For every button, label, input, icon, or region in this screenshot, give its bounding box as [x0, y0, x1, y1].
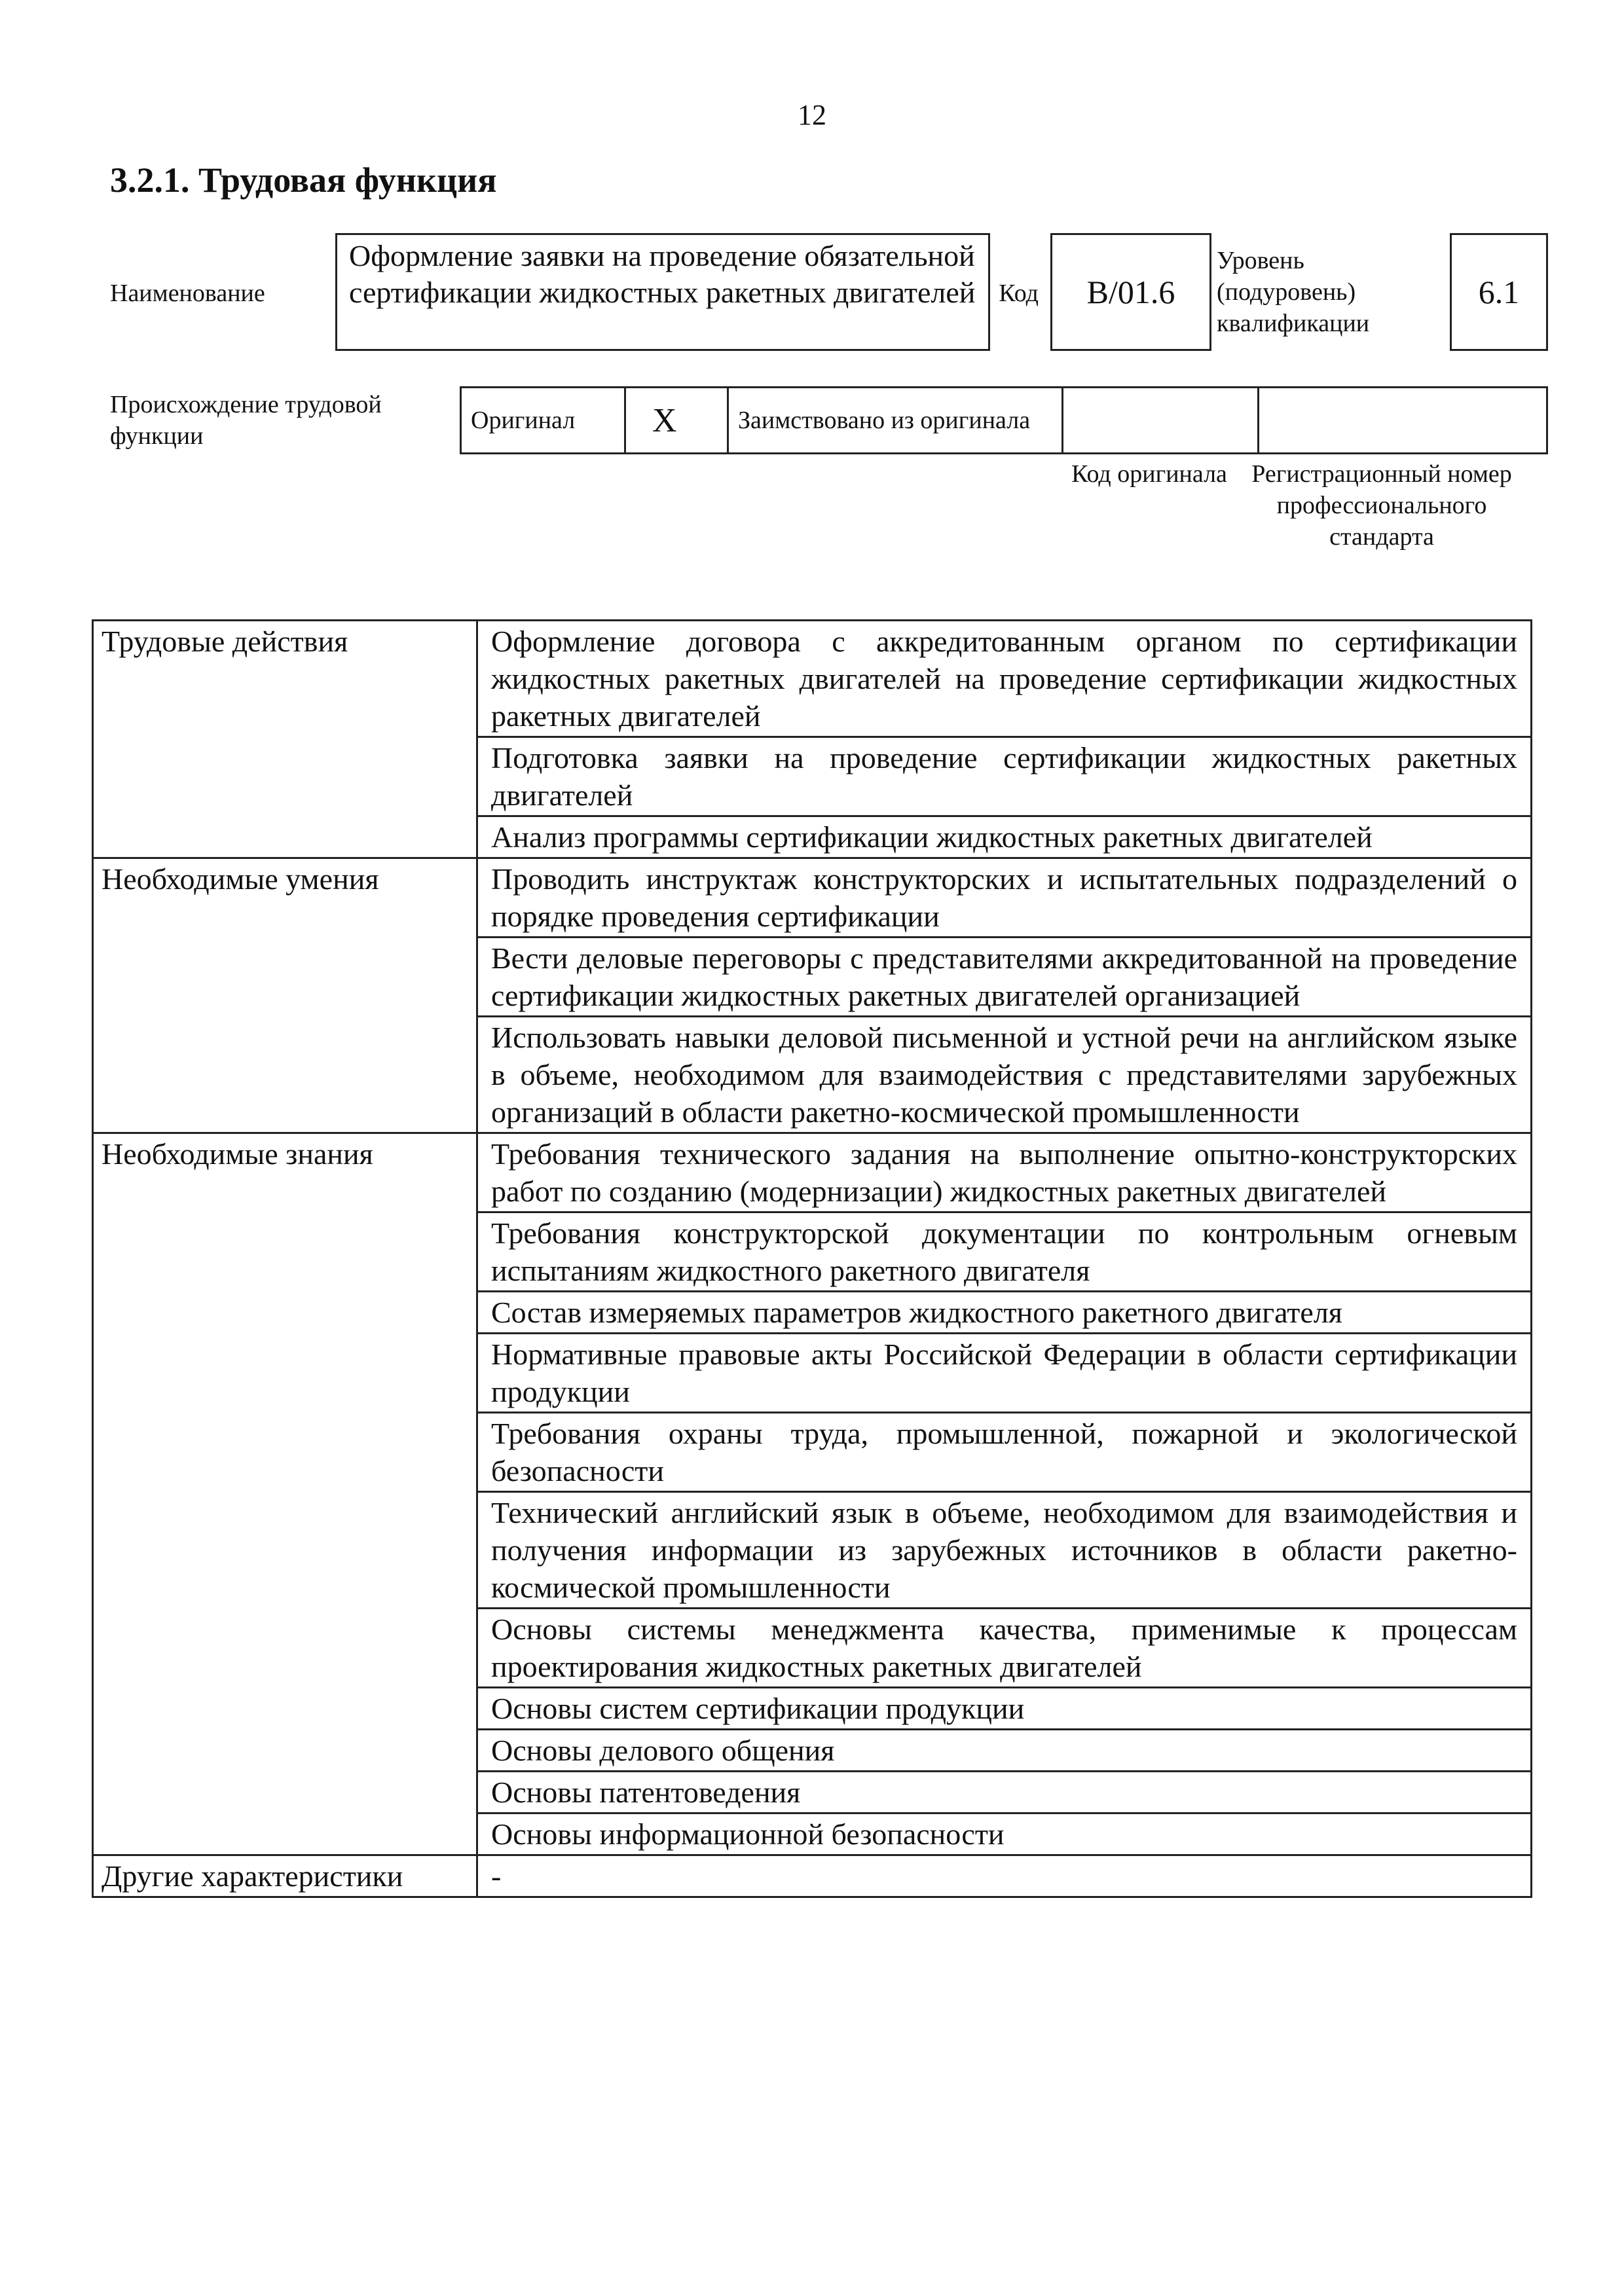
level-value: 6.1: [1450, 233, 1548, 351]
knowledge-item: Нормативные правовые акты Российской Федерации в области сертификации продукции: [477, 1334, 1532, 1413]
origin-table: [460, 386, 1548, 454]
knowledge-item: Основы систем сертификации продукции: [477, 1688, 1532, 1730]
table-row: [93, 1855, 1532, 1897]
table-row: [93, 1133, 1532, 1212]
level-label: Уровень (подуровень) квалификации: [1217, 247, 1370, 337]
code-value: B/01.6: [1050, 233, 1211, 351]
table-row: [93, 621, 1532, 737]
labor-action-item: Анализ программы сертификации жидкостных ракетных двигателей: [477, 816, 1532, 858]
code-caption: Код оригинала: [1071, 460, 1227, 488]
labor-action-item: Подготовка заявки на проведение сертификации жидкостных ракетных двигателей: [477, 737, 1532, 816]
skill-item: Вести деловые переговоры с представителями аккредитованной на проведение сертификации жидкостных ракетных двигателей организацией: [477, 938, 1532, 1017]
other-label: Другие характеристики: [93, 1855, 477, 1897]
code-label: Код: [999, 280, 1039, 307]
knowledge-item: Состав измеряемых параметров жидкостного ракетного двигателя: [477, 1292, 1532, 1334]
knowledge-item: Технический английский язык в объеме, необходимом для взаимодействия и получения информации из зарубежных источников в области ракетно-космической промышленности: [477, 1492, 1532, 1609]
knowledge-item: Требования охраны труда, промышленной, пожарной и экологической безопасности: [477, 1413, 1532, 1492]
knowledge-item: Основы информационной безопасности: [477, 1813, 1532, 1855]
name-label: Наименование: [110, 280, 265, 307]
original-mark: X: [625, 388, 728, 454]
skill-item: Проводить инструктаж конструкторских и испытательных подразделений о порядке проведения сертификации: [477, 858, 1532, 938]
skills-label: Необходимые умения: [93, 858, 477, 1133]
labor-actions-label: Трудовые действия: [93, 621, 477, 858]
origin-label: Происхождение трудовой функции: [110, 391, 382, 450]
borrowed-label: Заимствовано из оригинала: [728, 388, 1063, 454]
section-title: 3.2.1. Трудовая функция: [110, 160, 497, 200]
knowledge-label: Необходимые знания: [93, 1133, 477, 1855]
original-label: Оригинал: [461, 388, 625, 454]
knowledge-item: Основы системы менеджмента качества, применимые к процессам проектирования жидкостных ракетных двигателей: [477, 1609, 1532, 1688]
reg-caption: Регистрационный номер профессионального стандарта: [1251, 460, 1512, 551]
page-number: 12: [798, 99, 826, 131]
function-name: Оформление заявки на проведение обязательной сертификации жидкостных ракетных двигателей: [335, 233, 990, 351]
knowledge-item: Требования конструкторской документации по контрольным огневым испытаниям жидкостного ракетного двигателя: [477, 1212, 1532, 1292]
skill-item: Использовать навыки деловой письменной и устной речи на английском языке в объеме, необходимом для взаимодействия с представителями зарубежных организаций в области ракетно-космической промышленности: [477, 1017, 1532, 1133]
labor-action-item: Оформление договора с аккредитованным органом по сертификации жидкостных ракетных двигателей на проведение сертификации жидкостных ракетных двигателей: [477, 621, 1532, 737]
knowledge-item: Требования технического задания на выполнение опытно-конструкторских работ по созданию (модернизации) жидкостных ракетных двигателей: [477, 1133, 1532, 1212]
original-code-cell: [1063, 388, 1259, 454]
table-row: [93, 858, 1532, 938]
competency-table: [92, 619, 1532, 1898]
other-value: -: [477, 1855, 1532, 1897]
reg-number-cell: [1259, 388, 1547, 454]
knowledge-item: Основы патентоведения: [477, 1772, 1532, 1813]
knowledge-item: Основы делового общения: [477, 1730, 1532, 1772]
